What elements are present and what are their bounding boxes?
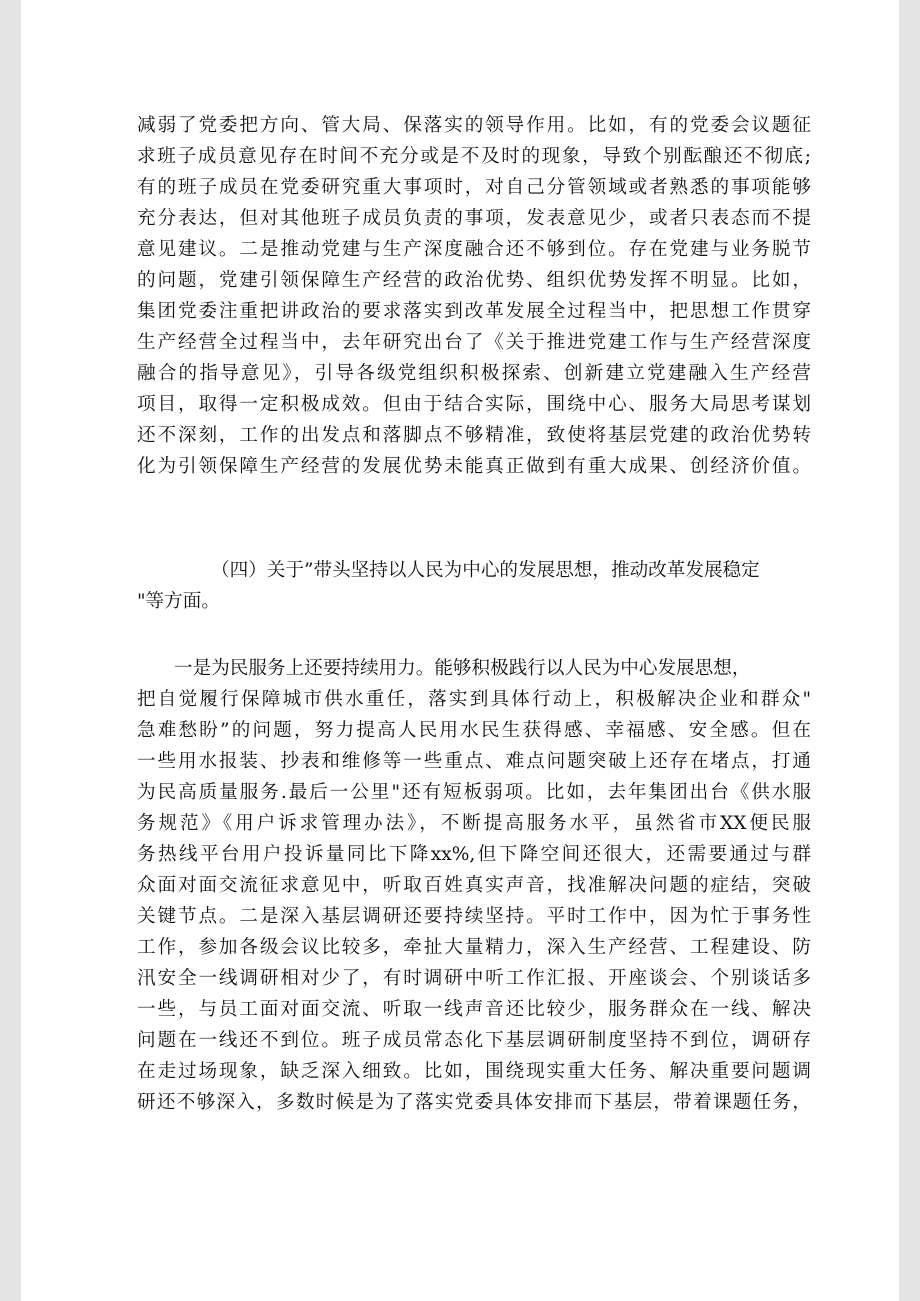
text-line: 务热线平台用户投诉量同比下降xx%,但下降空间还很大，还需要通过与群 xyxy=(137,844,811,865)
text-line: 融合的指导意见》，引导各级党组织积极探索、创新建立党建融入生产经营 xyxy=(137,363,811,384)
text-line: 工作，参加各级会议比较多，牵扯大量精力，深入生产经营、工程建设、防 xyxy=(137,937,811,958)
text-line: 一些用水报装、抄表和维修等一些重点、难点问题突破上还存在堵点，打通 xyxy=(137,751,811,772)
section-heading xyxy=(137,555,811,617)
heading-line: （四）关于”带头坚持以人民为中心的发展思想，推动改革发展稳定 xyxy=(211,560,760,581)
text-line: 生产经营全过程当中，去年研究出台了《关于推进党建工作与生产经营深度 xyxy=(137,332,811,353)
text-line: 意见建议。二是推动党建与生产深度融合还不够到位。存在党建与业务脱节 xyxy=(137,239,811,260)
text-line: 化为引领保障生产经营的发展优势未能真正做到有重大成果、创经济价值。 xyxy=(137,456,811,477)
text-line: 把自觉履行保障城市供水重任，落实到具体行动上，积极解决企业和群众" xyxy=(137,689,811,710)
text-line: 充分表达，但对其他班子成员负责的事项，发表意见少，或者只表态而不提 xyxy=(137,208,811,229)
text-line: 还不深刻，工作的出发点和落脚点不够精准，致使将基层党建的政治优势转 xyxy=(137,425,811,446)
text-line: 的问题，党建引领保障生产经营的政治优势、组织优势发挥不明显。比如， xyxy=(137,270,811,291)
text-line: 关键节点。二是深入基层调研还要持续坚持。平时工作中，因为忙于事务性 xyxy=(137,906,811,927)
text-line: 务规范》《用户诉求管理办法》，不断提高服务水平，虽然省市XX便民服 xyxy=(137,813,811,834)
document-page xyxy=(21,0,899,1301)
text-line: 一是为民服务上还要持续用力。能够积极践行以人民为中心发展思想， xyxy=(174,658,751,679)
text-line: 有的班子成员在党委研究重大事项时，对自己分管领域或者熟悉的事项能够 xyxy=(137,177,811,198)
paragraph-party-committee xyxy=(137,110,811,482)
text-line: 问题在一线还不到位。班子成员常态化下基层调研制度坚持不到位，调研存 xyxy=(137,1030,811,1051)
text-line: 求班子成员意见存在时间不充分或是不及时的现象，导致个别酝酿还不彻底; xyxy=(137,146,811,167)
text-line: 汛安全一线调研相对少了，有时调研中听工作汇报、开座谈会、个别谈话多 xyxy=(137,968,811,989)
text-line: 集团党委注重把讲政治的要求落实到改革发展全过程当中，把思想工作贯穿 xyxy=(137,301,811,322)
text-line: 急难愁盼”的问题，努力提高人民用水民生获得感、幸福感、安全感。但在 xyxy=(137,720,811,741)
text-line: 在走过场现象，缺乏深入细致。比如，围绕现实重大任务、解决重要问题调 xyxy=(137,1061,811,1082)
text-line: 减弱了党委把方向、管大局、保落实的领导作用。比如，有的党委会议题征 xyxy=(137,115,811,136)
text-line: 为民高质量服务.最后一公里"还有短板弱项。比如，去年集团出台《供水服 xyxy=(137,782,811,803)
heading-line: "等方面。 xyxy=(137,591,220,612)
text-line: 研还不够深入，多数时候是为了落实党委具体安排而下基层，带着课题任务， xyxy=(137,1092,811,1113)
text-line: 众面对面交流征求意见中，听取百姓真实声音，找准解决问题的症结，突破 xyxy=(137,875,811,896)
paragraph-people-service xyxy=(137,653,811,1118)
text-line: 项目，取得一定积极成效。但由于结合实际，围绕中心、服务大局思考谋划 xyxy=(137,394,811,415)
text-line: 一些，与员工面对面交流、听取一线声音还比较少，服务群众在一线、解决 xyxy=(137,999,811,1020)
